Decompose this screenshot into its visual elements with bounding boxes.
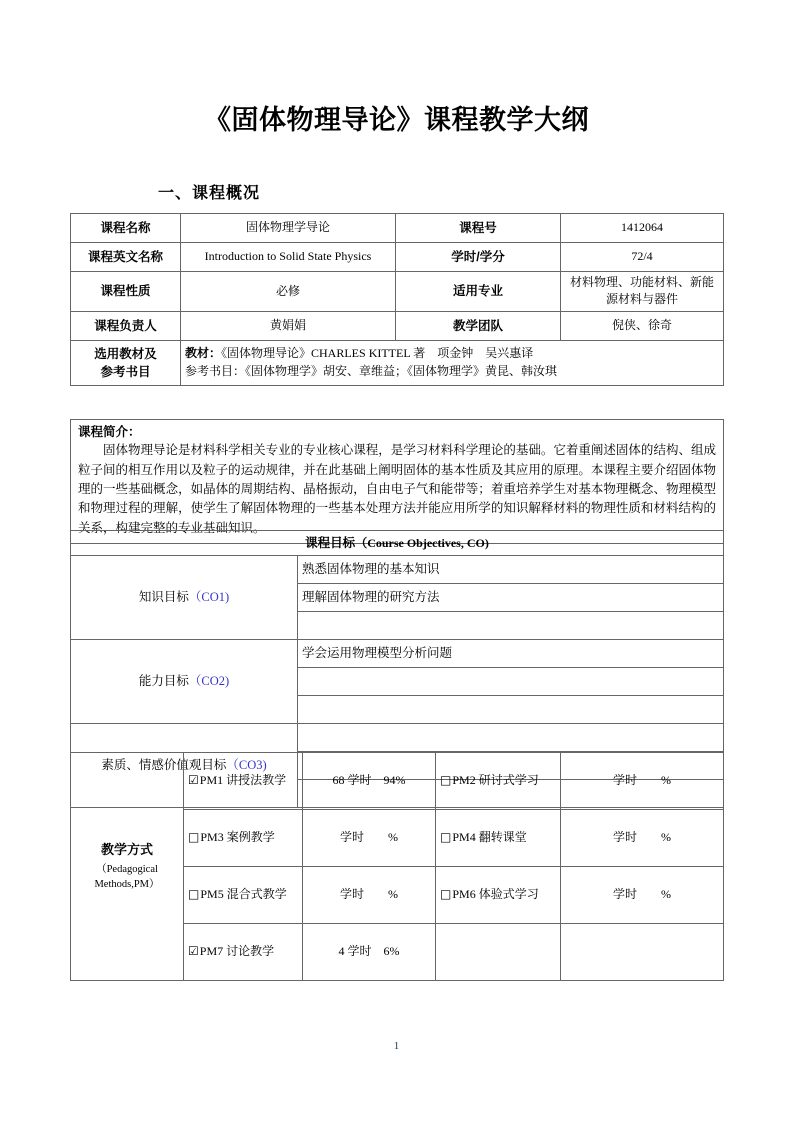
objective-item [298,696,724,724]
checkbox-unchecked-icon[interactable]: □ [440,830,452,845]
textbook-line [185,345,719,362]
pm5-label: PM5 混合式教学 [200,887,287,902]
checkbox-unchecked-icon[interactable]: □ [188,830,200,845]
teaching-team-value: 倪侠、徐奇 [561,311,724,340]
pm7-checkbox-item[interactable] [184,924,303,981]
course-introduction-table [70,419,724,544]
objective-item: 理解固体物理的研究方法 [298,584,724,612]
pm-empty-item [436,924,561,981]
course-introduction-cell [71,420,724,544]
pedagogical-methods-label [71,753,184,981]
course-introduction-body: 固体物理导论是材料科学相关专业的专业核心课程，是学习材料科学理论的基础。它着重阐述固体的结构、组成粒子间的相互作用以及粒子的运动规律，并在此基础上阐明固体的基本性质及其应用的原理。本课程主要介绍固体物理的一些基础概念，如晶体的周期结构、晶格振动，自由电子气和能带等；着重培养学生对基本物理概念、物理模型和物理过程的理解，使学生了解固体物理的一些基本处理方法并能应用所学的知识解释材料的物理性质和材料结构的关系，构建完整的专业基础知识。 [78,443,716,535]
pedagogical-methods-label-en: （Pedagogical Methods,PM） [94,863,160,890]
checkbox-checked-icon[interactable]: ☑ [188,944,199,959]
table-row [71,272,724,312]
page-number: 1 [393,1040,400,1052]
textbooks-label-line2: 参考书目 [100,364,151,379]
pm2-label: PM2 研讨式学习 [452,773,539,788]
textbooks-value [181,340,724,385]
pm3-checkbox-item[interactable] [184,810,303,867]
pm6-hours-value: 学时 % [561,867,724,924]
objective-item: 学会运用物理模型分析问题 [298,640,724,668]
page-title: 《固体物理导论》课程教学大纲 [204,105,589,135]
objective-item: 熟悉固体物理的基本知识 [298,556,724,584]
course-objectives-banner-cn: 课程目标 [305,535,356,550]
checkbox-unchecked-icon[interactable]: □ [440,887,452,902]
objective-item [298,724,724,752]
table-row-textbooks [71,340,724,385]
objective-category-co2-code: （CO2) [188,674,230,689]
applicable-majors-label: 适用专业 [396,272,561,312]
table-row [71,753,724,810]
pm6-checkbox-item[interactable] [436,867,561,924]
pm3-label: PM3 案例教学 [200,830,275,845]
objective-category-co2 [71,640,298,724]
textbooks-label-line1: 选用教材及 [94,346,157,361]
textbooks-label [71,340,181,385]
table-row-objectives-banner [71,531,724,556]
course-nature-value: 必修 [181,272,396,312]
pm1-checkbox-item[interactable] [184,753,303,810]
course-nature-label: 课程性质 [71,272,181,312]
checkbox-unchecked-icon[interactable]: □ [440,773,452,788]
hours-credits-label: 学时/学分 [396,243,561,272]
table-row [71,420,724,544]
objective-category-co1 [71,556,298,640]
checkbox-checked-icon[interactable]: ☑ [188,773,199,788]
applicable-majors-value: 材料物理、功能材料、新能源材料与器件 [561,272,724,312]
pm7-label: PM7 讨论教学 [199,944,275,959]
pm3-hours-value: 学时 % [303,810,436,867]
objective-category-co3-code: （CO3) [226,758,267,773]
course-objectives-banner-en: （Course Objectives, CO) [355,535,489,550]
pm2-checkbox-item[interactable] [436,753,561,810]
table-row [71,556,724,584]
objective-category-co1-label: 知识目标 [138,590,189,605]
table-row [71,311,724,340]
pedagogical-methods-label-cn: 教学方式 [100,841,153,857]
pm4-hours-value: 学时 % [561,810,724,867]
pm5-checkbox-item[interactable] [184,867,303,924]
table-row [71,243,724,272]
objective-item [298,668,724,696]
objective-item [298,612,724,640]
pm-empty-hours [561,924,724,981]
course-name-value: 固体物理学导论 [181,214,396,243]
hours-credits-value: 72/4 [561,243,724,272]
table-row [71,640,724,668]
textbook-title-authors: 《固体物理导论》CHARLES KITTEL 著 项金钟 吴兴惠译 [221,346,534,361]
references-line: 参考书目：《固体物理学》胡安、章维益；《固体物理学》黄昆、韩汝琪 [185,363,558,378]
course-introduction-heading: 课程简介： [78,425,141,439]
pm5-hours-value: 学时 % [303,867,436,924]
course-objectives-banner [71,531,724,556]
course-leader-value: 黄娟娟 [181,311,396,340]
pedagogical-methods-table [70,752,724,981]
textbook-lead-label: 教材： [185,346,222,361]
pm7-hours-value: 4 学时 6% [303,924,436,981]
objective-category-co2-label: 能力目标 [138,674,189,689]
table-row [71,724,724,752]
checkbox-unchecked-icon[interactable]: □ [188,887,200,902]
pm4-checkbox-item[interactable] [436,810,561,867]
course-leader-label: 课程负责人 [71,311,181,340]
table-row [71,214,724,243]
pm1-hours-value: 68 学时 94% [303,753,436,810]
course-english-name-label: 课程英文名称 [71,243,181,272]
course-code-label: 课程号 [396,214,561,243]
course-info-table [70,213,724,386]
course-code-value: 1412064 [561,214,724,243]
objective-category-co3-label: 素质、情感价值观目标 [101,758,227,773]
pm1-label: PM1 讲授法教学 [199,773,287,788]
course-english-name-value: Introduction to Solid State Physics [181,243,396,272]
course-name-label: 课程名称 [71,214,181,243]
pm6-label: PM6 体验式学习 [452,887,539,902]
pm2-hours-value: 学时 % [561,753,724,810]
pm4-label: PM4 翻转课堂 [452,830,527,845]
section-heading-overview: 一、课程概况 [158,185,261,202]
objective-category-co1-code: （CO1) [188,590,230,605]
teaching-team-label: 教学团队 [396,311,561,340]
